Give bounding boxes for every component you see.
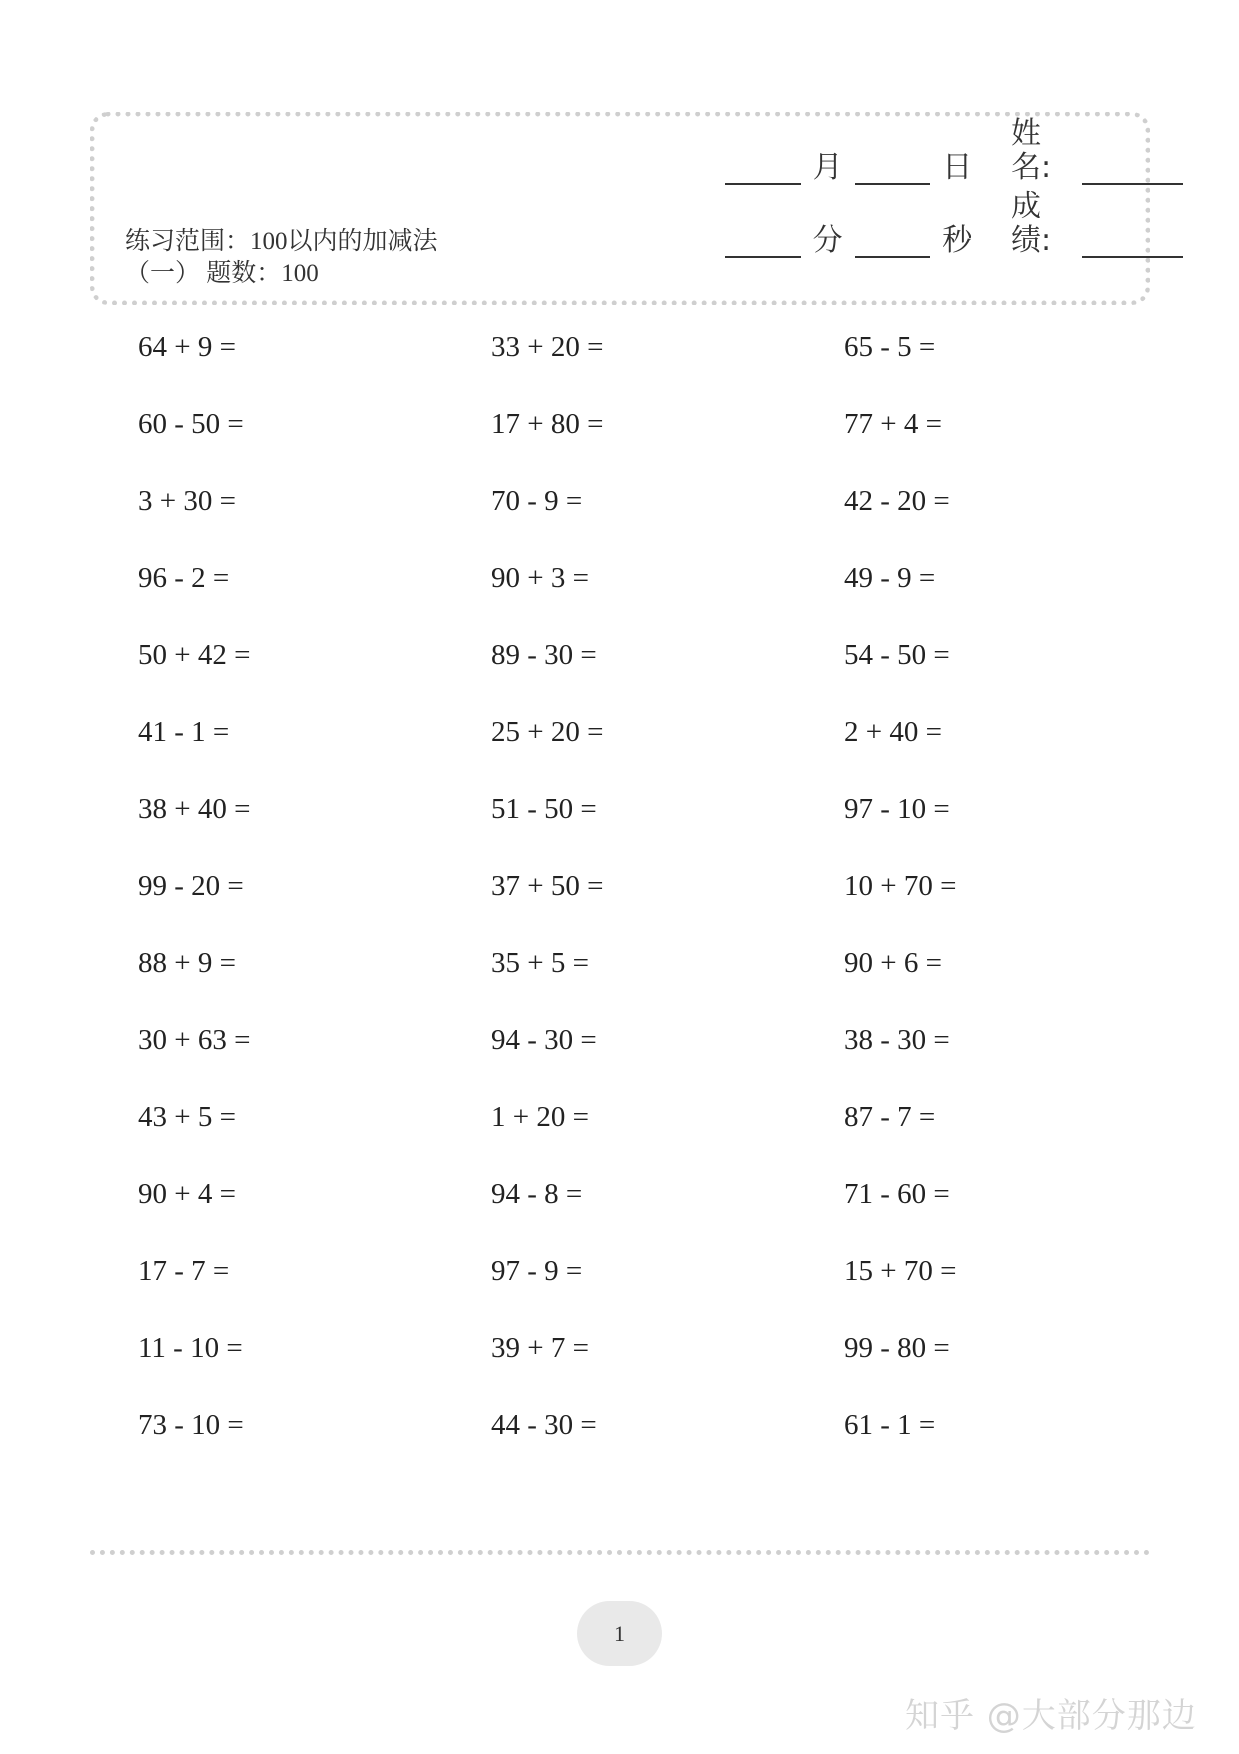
page-number: 1 [614,1620,625,1646]
problem-item: 25 + 20 = [491,716,604,748]
problem-item: 2 + 40 = [844,716,942,748]
month-label: 月 [812,150,843,185]
problem-item: 44 - 30 = [491,1409,597,1441]
problem-item: 97 - 9 = [491,1255,583,1287]
score-blank[interactable] [1082,222,1183,258]
minute-label: 分 [812,223,843,258]
problem-item: 88 + 9 = [138,947,236,979]
problem-item: 90 + 4 = [138,1178,236,1210]
problem-item: 43 + 5 = [138,1101,236,1133]
date-name-row [725,116,1183,185]
problem-item: 94 - 30 = [491,1024,597,1056]
footer-divider [90,1550,1150,1555]
practice-range-label: 练习范围：100以内的加减法 [125,228,438,255]
problem-item: 50 + 42 = [138,639,251,671]
problem-item: 73 - 10 = [138,1409,244,1441]
watermark: 知乎 @大部分那边 [905,1696,1197,1736]
day-blank[interactable] [855,149,931,185]
problem-item: 15 + 70 = [844,1255,957,1287]
problem-item: 33 + 20 = [491,331,604,363]
problem-item: 99 - 80 = [844,1332,950,1364]
second-blank[interactable] [855,222,931,258]
problem-item: 61 - 1 = [844,1409,936,1441]
minute-blank[interactable] [725,222,801,258]
problem-item: 17 - 7 = [138,1255,230,1287]
problem-item: 70 - 9 = [491,485,583,517]
month-blank[interactable] [725,149,801,185]
problem-item: 96 - 2 = [138,562,230,594]
problem-item: 17 + 80 = [491,408,604,440]
problem-item: 41 - 1 = [138,716,230,748]
second-label: 秒 [942,223,973,258]
problem-item: 64 + 9 = [138,331,236,363]
problem-item: 39 + 7 = [491,1332,589,1364]
problem-item: 65 - 5 = [844,331,936,363]
question-count-label: （一） 题数：100 [125,260,319,287]
day-label: 日 [942,150,973,185]
problem-item: 51 - 50 = [491,793,597,825]
time-score-row [725,189,1183,258]
problem-item: 87 - 7 = [844,1101,936,1133]
problem-item: 89 - 30 = [491,639,597,671]
problem-item: 60 - 50 = [138,408,244,440]
header-box [90,112,1150,305]
problem-item: 54 - 50 = [844,639,950,671]
problem-item: 99 - 20 = [138,870,244,902]
problem-item: 97 - 10 = [844,793,950,825]
problem-item: 10 + 70 = [844,870,957,902]
problem-item: 90 + 3 = [491,562,589,594]
score-label: 成绩: [1010,189,1052,258]
problem-item: 90 + 6 = [844,947,942,979]
name-blank[interactable] [1082,149,1183,185]
problem-item: 37 + 50 = [491,870,604,902]
problem-item: 30 + 63 = [138,1024,251,1056]
problem-item: 38 - 30 = [844,1024,950,1056]
problem-item: 49 - 9 = [844,562,936,594]
problem-item: 94 - 8 = [491,1178,583,1210]
problem-item: 3 + 30 = [138,485,236,517]
problem-item: 77 + 4 = [844,408,942,440]
problem-item: 35 + 5 = [491,947,589,979]
problem-item: 71 - 60 = [844,1178,950,1210]
name-label: 姓名: [1010,116,1052,185]
problem-item: 1 + 20 = [491,1101,589,1133]
page-number-badge [577,1601,662,1666]
problem-item: 42 - 20 = [844,485,950,517]
problem-item: 11 - 10 = [138,1332,243,1364]
problem-item: 38 + 40 = [138,793,251,825]
